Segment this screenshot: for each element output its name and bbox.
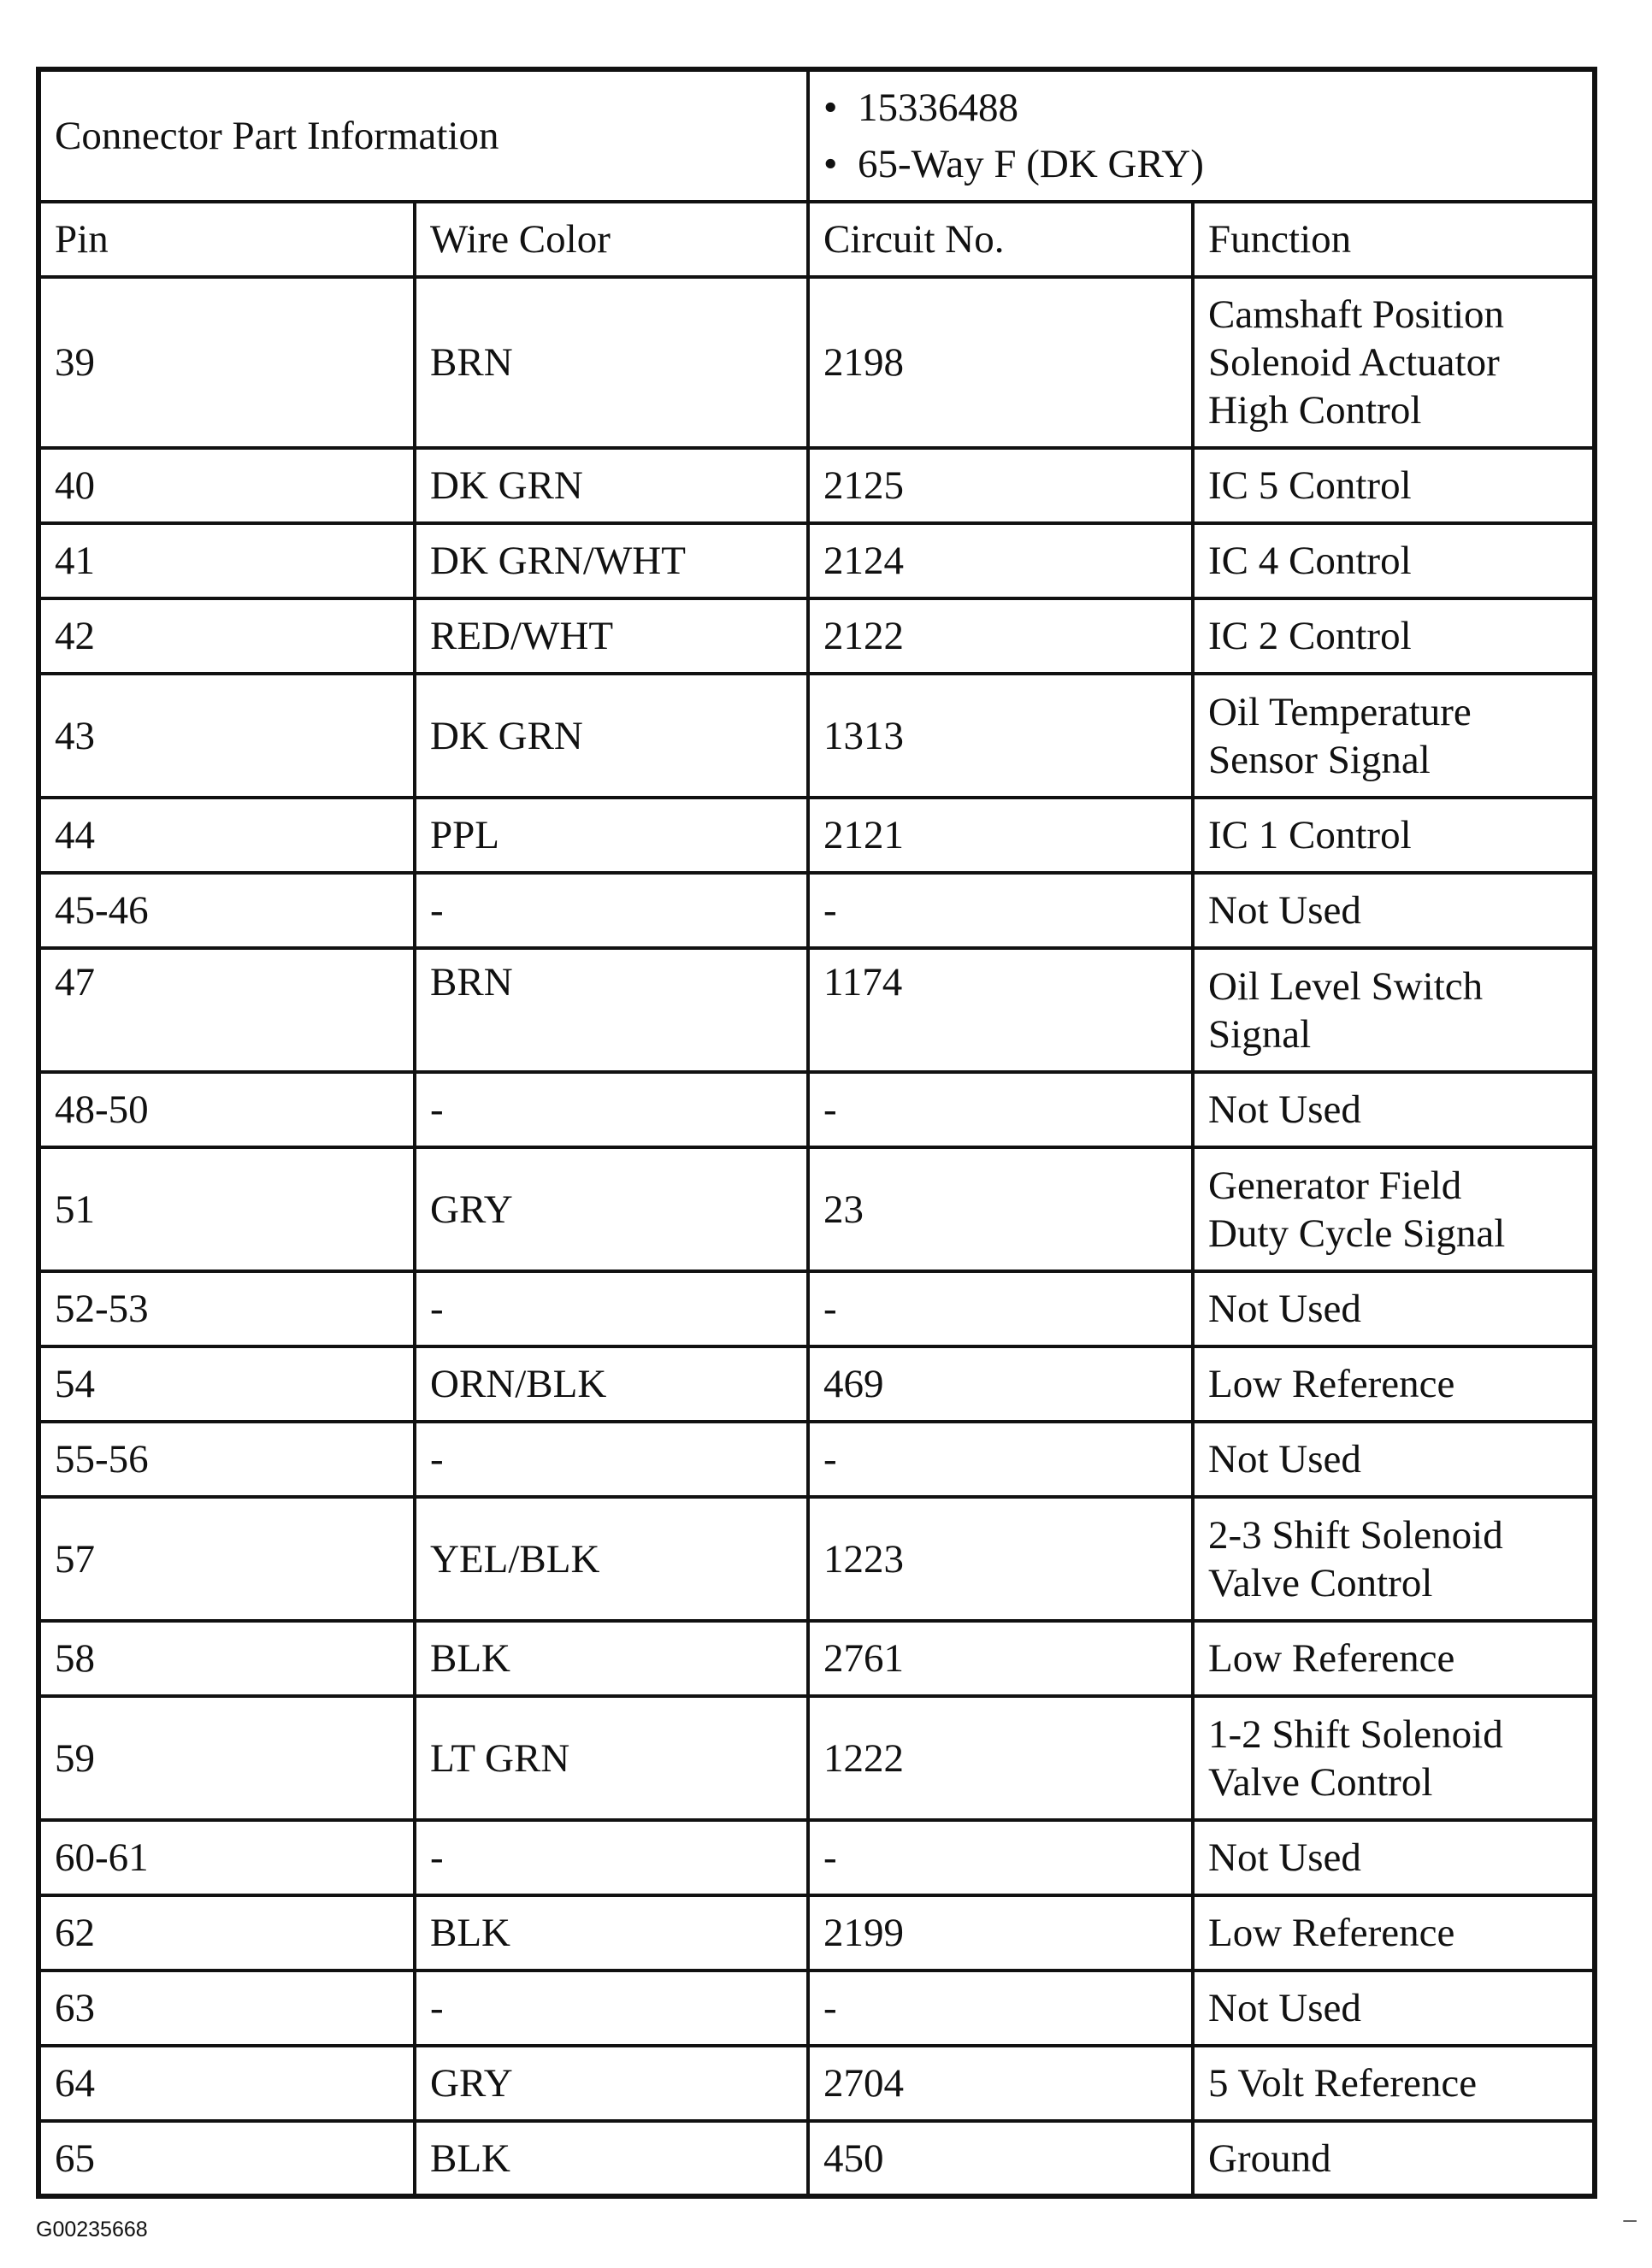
column-header-function: Function — [1193, 202, 1595, 277]
pin-cell: 52-53 — [38, 1271, 415, 1346]
function-line: Not Used — [1208, 888, 1361, 933]
pin-cell: 64 — [38, 2046, 415, 2121]
function-cell — [1193, 1072, 1595, 1147]
table-row — [38, 1497, 1595, 1621]
table-row — [38, 1072, 1595, 1147]
table-row — [38, 674, 1595, 798]
wire-color-cell: - — [415, 1820, 808, 1895]
table-row — [38, 873, 1595, 948]
circuit-no-cell: - — [808, 1971, 1193, 2046]
function-line: IC 1 Control — [1208, 813, 1412, 857]
circuit-no-cell: 2761 — [808, 1621, 1193, 1696]
function-cell — [1193, 1271, 1595, 1346]
figure-id: G00235668 — [36, 2218, 148, 2241]
circuit-no-cell: - — [808, 1072, 1193, 1147]
wire-color-cell: - — [415, 1422, 808, 1497]
wire-color-cell: - — [415, 1971, 808, 2046]
circuit-no-cell: 2121 — [808, 798, 1193, 873]
function-line: Duty Cycle Signal — [1208, 1211, 1506, 1256]
pin-cell: 42 — [38, 598, 415, 674]
function-cell — [1193, 1346, 1595, 1422]
function-line: Generator Field — [1208, 1163, 1462, 1208]
function-line: Low Reference — [1208, 1911, 1455, 1955]
table-row — [38, 1820, 1595, 1895]
function-cell — [1193, 1895, 1595, 1971]
wire-color-cell: - — [415, 1271, 808, 1346]
wire-color-cell: GRY — [415, 1147, 808, 1271]
function-line: Oil Temperature — [1208, 689, 1472, 734]
function-cell — [1193, 674, 1595, 798]
wire-color-cell: - — [415, 1072, 808, 1147]
pin-cell: 55-56 — [38, 1422, 415, 1497]
function-line: 1-2 Shift Solenoid — [1208, 1711, 1503, 1757]
pin-cell: 43 — [38, 674, 415, 798]
function-line: 2-3 Shift Solenoid — [1208, 1512, 1503, 1558]
wire-color-cell: ORN/BLK — [415, 1346, 808, 1422]
wire-color-cell: BLK — [415, 1895, 808, 1971]
pin-cell: 57 — [38, 1497, 415, 1621]
wire-color-cell: GRY — [415, 2046, 808, 2121]
function-cell — [1193, 2121, 1595, 2196]
table-row — [38, 598, 1595, 674]
pin-cell: 60-61 — [38, 1820, 415, 1895]
part-info-list — [823, 80, 1578, 192]
circuit-no-cell: 2198 — [808, 277, 1193, 448]
table-row — [38, 1147, 1595, 1271]
function-line: Low Reference — [1208, 1362, 1455, 1406]
wire-color-cell: LT GRN — [415, 1696, 808, 1820]
page-mark: – — [1623, 2206, 1637, 2232]
function-cell — [1193, 873, 1595, 948]
circuit-no-cell: 1313 — [808, 674, 1193, 798]
bullet-icon: • — [823, 142, 838, 186]
function-line: Oil Level Switch — [1208, 963, 1484, 1009]
pin-cell: 59 — [38, 1696, 415, 1820]
function-cell — [1193, 1696, 1595, 1820]
function-line: Ground — [1208, 2135, 1331, 2181]
column-header-row — [38, 202, 1595, 277]
pin-cell: 51 — [38, 1147, 415, 1271]
table-row — [38, 1696, 1595, 1820]
pin-cell: 39 — [38, 277, 415, 448]
pin-cell: 54 — [38, 1346, 415, 1422]
pin-cell: 62 — [38, 1895, 415, 1971]
part-info-row — [38, 69, 1595, 202]
function-cell — [1193, 598, 1595, 674]
function-line: Not Used — [1208, 1986, 1361, 2030]
function-cell — [1193, 523, 1595, 598]
wire-color-cell: YEL/BLK — [415, 1497, 808, 1621]
function-line: IC 5 Control — [1208, 463, 1412, 508]
circuit-no-cell: 2124 — [808, 523, 1193, 598]
circuit-no-cell: - — [808, 1820, 1193, 1895]
wire-color-cell: BLK — [415, 2121, 808, 2196]
pin-cell: 44 — [38, 798, 415, 873]
function-line: Not Used — [1208, 1835, 1361, 1880]
function-line: Not Used — [1208, 1437, 1361, 1482]
pin-cell: 58 — [38, 1621, 415, 1696]
connector-type-item — [823, 136, 1578, 192]
circuit-no-cell: 2125 — [808, 448, 1193, 523]
wire-color-cell: BLK — [415, 1621, 808, 1696]
function-cell — [1193, 1971, 1595, 2046]
circuit-no-cell: 1223 — [808, 1497, 1193, 1621]
wire-color-cell: PPL — [415, 798, 808, 873]
function-line: Not Used — [1208, 1087, 1361, 1132]
circuit-no-cell: 450 — [808, 2121, 1193, 2196]
wire-color-cell: RED/WHT — [415, 598, 808, 674]
part-info-label: Connector Part Information — [38, 69, 808, 202]
circuit-no-cell: 2199 — [808, 1895, 1193, 1971]
wire-color-cell: DK GRN — [415, 448, 808, 523]
pin-cell: 40 — [38, 448, 415, 523]
function-line: High Control — [1208, 388, 1422, 433]
function-line: Valve Control — [1208, 1759, 1433, 1805]
wire-color-cell: - — [415, 873, 808, 948]
circuit-no-cell: 23 — [808, 1147, 1193, 1271]
table-row — [38, 523, 1595, 598]
function-cell — [1193, 448, 1595, 523]
table-row — [38, 277, 1595, 448]
function-cell — [1193, 948, 1595, 1072]
function-line: Camshaft Position — [1208, 292, 1504, 337]
function-line: Signal — [1208, 1011, 1312, 1057]
table-row — [38, 1621, 1595, 1696]
circuit-no-cell: 469 — [808, 1346, 1193, 1422]
table-row — [38, 948, 1595, 1072]
table-row — [38, 2121, 1595, 2196]
part-number: 15336488 — [858, 85, 1019, 130]
function-line: Low Reference — [1208, 1636, 1455, 1681]
circuit-no-cell: 1174 — [808, 948, 1193, 1072]
function-cell — [1193, 798, 1595, 873]
pin-cell: 63 — [38, 1971, 415, 2046]
table-row — [38, 1346, 1595, 1422]
function-line: IC 2 Control — [1208, 614, 1412, 658]
pin-cell: 65 — [38, 2121, 415, 2196]
function-line: Valve Control — [1208, 1560, 1433, 1605]
table-row — [38, 2046, 1595, 2121]
table-row — [38, 448, 1595, 523]
function-cell — [1193, 1422, 1595, 1497]
table-row — [38, 1971, 1595, 2046]
circuit-no-cell: 2704 — [808, 2046, 1193, 2121]
column-header-pin: Pin — [38, 202, 415, 277]
wire-color-cell: BRN — [415, 277, 808, 448]
connector-type: 65-Way F (DK GRY) — [858, 142, 1204, 186]
column-header-circuit-no: Circuit No. — [808, 202, 1193, 277]
connector-table — [36, 67, 1597, 2199]
function-cell — [1193, 1820, 1595, 1895]
wire-color-cell: DK GRN — [415, 674, 808, 798]
wire-color-cell: BRN — [415, 948, 808, 1072]
circuit-no-cell: - — [808, 873, 1193, 948]
pin-cell: 45-46 — [38, 873, 415, 948]
function-line: IC 4 Control — [1208, 539, 1412, 583]
pin-cell: 47 — [38, 948, 415, 1072]
function-cell — [1193, 1621, 1595, 1696]
table-body — [38, 69, 1595, 2196]
bullet-icon: • — [823, 85, 838, 130]
circuit-no-cell: 1222 — [808, 1696, 1193, 1820]
function-cell — [1193, 1497, 1595, 1621]
function-line: 5 Volt Reference — [1208, 2061, 1478, 2106]
function-line: Not Used — [1208, 1287, 1361, 1331]
pin-cell: 41 — [38, 523, 415, 598]
column-header-wire-color: Wire Color — [415, 202, 808, 277]
pin-cell: 48-50 — [38, 1072, 415, 1147]
table-row — [38, 1895, 1595, 1971]
table-row — [38, 798, 1595, 873]
circuit-no-cell: - — [808, 1271, 1193, 1346]
table-row — [38, 1422, 1595, 1497]
function-line: Sensor Signal — [1208, 737, 1431, 782]
part-info-values — [808, 69, 1595, 202]
circuit-no-cell: 2122 — [808, 598, 1193, 674]
table-row — [38, 1271, 1595, 1346]
function-cell — [1193, 2046, 1595, 2121]
function-cell — [1193, 277, 1595, 448]
part-number-item — [823, 80, 1578, 136]
circuit-no-cell: - — [808, 1422, 1193, 1497]
function-line: Solenoid Actuator — [1208, 340, 1500, 385]
wire-color-cell: DK GRN/WHT — [415, 523, 808, 598]
function-cell — [1193, 1147, 1595, 1271]
